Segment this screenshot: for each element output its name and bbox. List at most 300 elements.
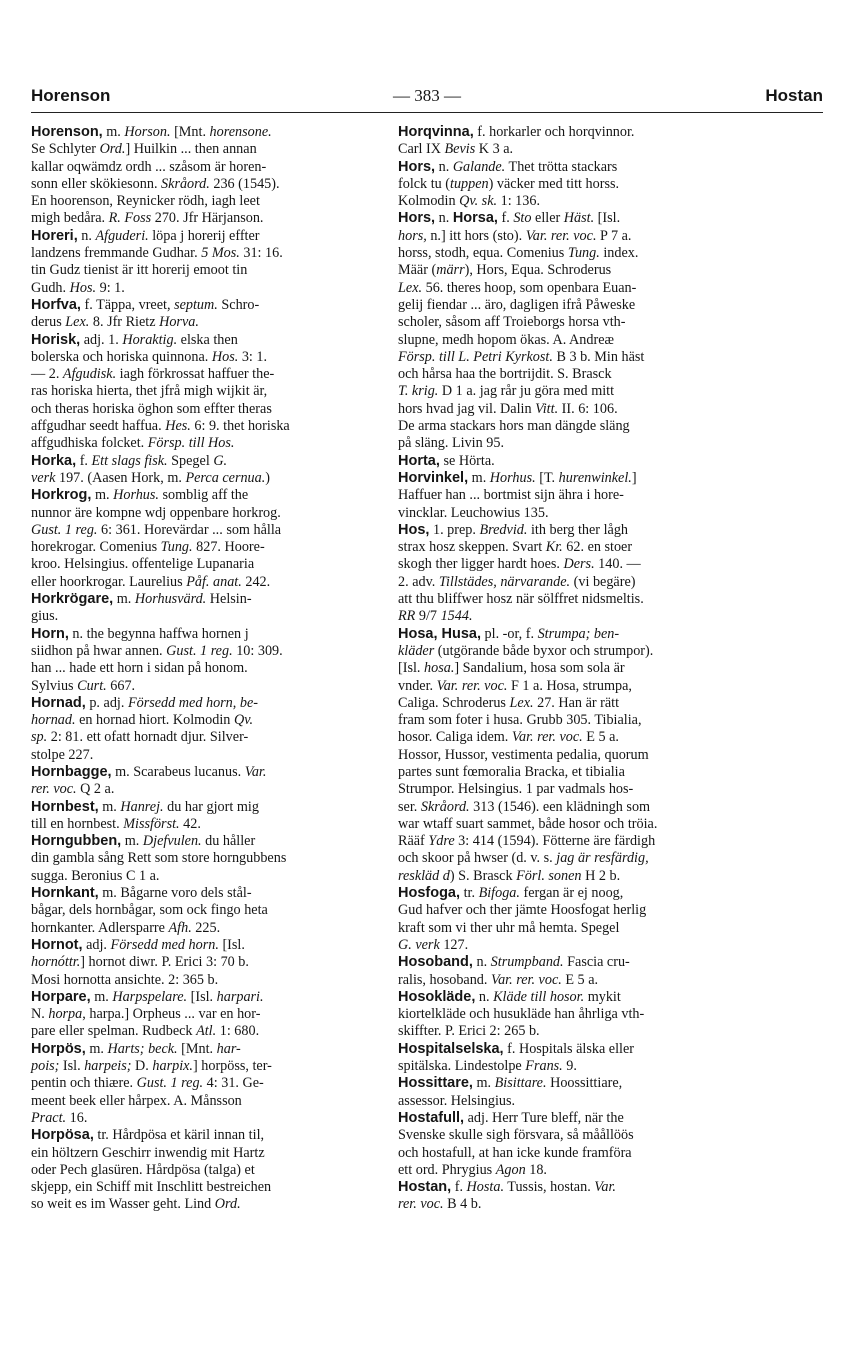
italic-text: Perca cernua.: [185, 469, 266, 486]
text: Gudh.: [31, 279, 70, 296]
text-line: [398, 626, 736, 643]
text: Sylvius: [31, 677, 78, 694]
text-line: [31, 401, 369, 418]
text: 6: 361. Horevärdar ... som hålla: [97, 521, 282, 538]
italic-text: Gust. 1 reg.: [31, 521, 98, 538]
text-line: [31, 747, 369, 764]
headword: Horvinkel,: [398, 469, 469, 486]
italic-text: Tung.: [567, 245, 600, 262]
text: Carl IX: [398, 141, 445, 158]
text-line: [398, 1110, 736, 1127]
text: 1: 680.: [216, 1023, 260, 1040]
text: affgudhiska folcket.: [31, 435, 148, 452]
italic-text: Ord.: [99, 141, 126, 158]
text: hornkanter. Adlersparre: [31, 919, 169, 936]
text: ), Hors, Equa. Schroderus: [464, 262, 612, 279]
text: kallar oqwämdz ordh ... szåsom är horen-: [31, 158, 267, 175]
text: bågar, dels hornbågar, som ock fingo heta: [31, 902, 268, 919]
text: skogh ther ligger hardt hoes.: [398, 556, 564, 573]
text: 27. Han är rätt: [533, 694, 620, 711]
text: tin Gudz tienist är itt horerij emoot tin: [31, 262, 248, 279]
text-line: [398, 435, 736, 452]
text: 827. Hoore-: [192, 539, 265, 556]
text: en hornad hiort. Kolmodin: [75, 712, 234, 729]
text-line: [398, 574, 736, 591]
text: p. adj.: [85, 694, 128, 711]
text-line: [31, 124, 369, 141]
italic-text: Harpspelare.: [112, 988, 188, 1005]
text-line: [31, 1196, 369, 1213]
text: Kolmodin: [398, 193, 460, 210]
text-line: [31, 159, 369, 176]
text: 225.: [191, 919, 221, 936]
text: fram som foter i husa. Grubb 305. Tibialia,: [398, 712, 642, 729]
text: Strumpor. Helsingius. 1 par vadmals hos-: [398, 781, 634, 798]
text-line: [31, 210, 369, 227]
text: [Mnt.: [170, 124, 210, 140]
italic-text: Bredvid.: [479, 521, 528, 538]
text-line: [398, 833, 736, 850]
text: E 5 a.: [561, 971, 599, 988]
text-line: [398, 453, 736, 470]
text: [Isl.: [187, 988, 217, 1005]
text: tr.: [460, 885, 479, 902]
text: N.: [31, 1006, 49, 1023]
text: Thet trötta stackars: [505, 158, 618, 175]
text: [T.: [535, 469, 559, 486]
italic-text: Ydre: [428, 833, 455, 850]
text: oder Pech glasüren. Hårdpösa (talga) et: [31, 1161, 255, 1178]
text: att thu bliffwer hosz när sölffret nidsmeltis.: [398, 591, 644, 608]
italic-text: Missförst.: [123, 815, 180, 832]
text: se Hörta.: [439, 452, 495, 469]
text: ) väcker med titt horss.: [488, 175, 620, 192]
text: ] hornot diwr. P. Erici 3: 70 b.: [80, 954, 249, 971]
text: kraft som vi ther uhr må hemta. Spegel: [398, 919, 620, 936]
text-line: [398, 712, 736, 729]
text: 9: 1.: [96, 279, 125, 296]
text-line: [31, 954, 369, 971]
text-line: [398, 989, 736, 1006]
italic-text: Horhusvärd.: [134, 591, 207, 608]
text: Helsin-: [206, 591, 252, 608]
text: du håller: [201, 833, 256, 850]
text: ] Huilkin ... then annan: [125, 141, 257, 158]
text-line: [31, 1110, 369, 1127]
headword: Hossittare,: [398, 1075, 473, 1092]
text: m.: [121, 833, 143, 850]
text: Rääf: [398, 833, 429, 850]
text-line: [31, 799, 369, 816]
text-line: [398, 505, 736, 522]
text: Se Schlyter: [31, 141, 100, 158]
text: B 3 b. Min häst: [552, 348, 645, 365]
headword: Horisk,: [31, 331, 81, 348]
text: skjepp, ein Schiff mit Inschlitt bestreichen: [31, 1179, 272, 1196]
text: [Isl.: [594, 210, 621, 227]
text: och theras horiska öghon som effter theras: [31, 400, 272, 417]
text: Haffuer han ... bortmist sijn ähra i hore-: [398, 487, 624, 504]
text-line: [398, 159, 736, 176]
text-line: [31, 1127, 369, 1144]
text-line: [31, 332, 369, 349]
headword: Hosoband,: [398, 954, 473, 971]
text: meent beek eller hårpex. A. Månsson: [31, 1092, 242, 1109]
text: Isl.: [59, 1058, 85, 1075]
text: 16.: [66, 1109, 88, 1126]
text-line: [398, 643, 736, 660]
text: K 3 a.: [475, 141, 514, 158]
text-line: [31, 885, 369, 902]
header-right-word: Hostan: [765, 86, 823, 105]
text: n.: [435, 210, 453, 227]
italic-text: Hosta.: [466, 1179, 504, 1196]
text-line: [398, 868, 736, 885]
headword: Horka,: [31, 452, 77, 469]
italic-text: Försedd med horn.: [110, 936, 219, 953]
text: vincklar. Leuchowius 135.: [398, 504, 549, 521]
text-line: [31, 902, 369, 919]
text: De arma stackars hors man dängde släng: [398, 418, 630, 435]
text: 10: 309.: [232, 642, 283, 659]
headword: Horfva,: [31, 296, 81, 313]
text-line: [31, 972, 369, 989]
text-line: [398, 799, 736, 816]
text: folck tu (: [398, 175, 451, 192]
italic-text: hosa.: [424, 660, 455, 677]
text: Tussis, hostan.: [504, 1179, 595, 1196]
text: somblig aff the: [158, 487, 249, 504]
italic-text: Hes.: [165, 418, 191, 435]
text-line: [398, 937, 736, 954]
text-line: [398, 366, 736, 383]
text: n.] itt hors (sto).: [426, 227, 526, 244]
text: f. Hospitals älska eller: [503, 1040, 634, 1057]
italic-text: Gust. 1 reg.: [136, 1075, 204, 1092]
text: ): [265, 469, 271, 486]
text: ] horpöss, ter-: [192, 1058, 272, 1075]
text-line: [398, 487, 736, 504]
text: 3: 414 (1594). Fötterne äre färdigh: [454, 833, 656, 850]
text: Svenske skulle sigh försvara, så måållöös: [398, 1127, 634, 1144]
text: n. the begynna haffwa hornen j: [68, 625, 249, 642]
italic-text: Häst.: [563, 210, 595, 227]
text-line: [398, 539, 736, 556]
text: nunnor äre kompne wdj oppenbare horkrog.: [31, 504, 281, 521]
header-left-word: Horenson: [31, 86, 111, 105]
text-line: [31, 228, 369, 245]
italic-text: rer. voc.: [398, 1196, 444, 1213]
text-line: [31, 176, 369, 193]
text: 197. (Aasen Hork, m.: [55, 469, 186, 486]
right-column: [398, 124, 736, 1214]
italic-text: Galande.: [452, 158, 506, 175]
text-line: [31, 660, 369, 677]
text-line: [31, 678, 369, 695]
text: n.: [435, 158, 453, 175]
italic-text: horpa: [48, 1006, 83, 1023]
text: ralis, hosoband.: [398, 971, 491, 988]
text-line: [31, 989, 369, 1006]
headword: Horta,: [398, 452, 440, 469]
italic-text: verk: [31, 469, 56, 486]
text-line: [31, 505, 369, 522]
italic-text: septum.: [174, 296, 218, 313]
text: Gud hafver och ther jämte Hoosfogat herlig: [398, 902, 647, 919]
text-line: [398, 262, 736, 279]
italic-text: Curt.: [77, 677, 107, 694]
italic-text: märr: [436, 262, 465, 279]
italic-text: T. krig.: [398, 383, 439, 400]
text: [Isl.: [218, 936, 245, 953]
italic-text: Qv. sk.: [459, 193, 498, 210]
text: siidhon på hwar annen.: [31, 642, 167, 659]
text: II. 6: 106.: [558, 400, 618, 417]
text-line: [398, 124, 736, 141]
text: strax hosz skeppen. Svart: [398, 539, 546, 556]
italic-text: Var.: [244, 763, 267, 780]
text: adj. Herr Ture bleff, när the: [464, 1109, 624, 1126]
text-line: [398, 297, 736, 314]
italic-text: sp.: [31, 729, 48, 746]
text-line: [398, 228, 736, 245]
text: på släng. Livin 95.: [398, 435, 504, 452]
headword: Horenson,: [31, 124, 103, 140]
headword: Hornkant,: [31, 885, 99, 902]
italic-text: Var. rer. voc.: [436, 677, 508, 694]
text-line: [31, 937, 369, 954]
headword: Hosa, Husa,: [398, 625, 481, 642]
text-line: [398, 522, 736, 539]
text-line: [398, 245, 736, 262]
text: m.: [90, 988, 113, 1005]
text-line: [398, 972, 736, 989]
text-line: [31, 1162, 369, 1179]
text: 127.: [439, 936, 469, 953]
text: 1: 136.: [497, 193, 541, 210]
italic-text: Pract.: [31, 1109, 67, 1126]
italic-text: Horva.: [159, 314, 199, 331]
text-line: [31, 141, 369, 158]
text: ein höltzern Geschirr inwendig mit Hartz: [31, 1144, 265, 1161]
text: sugga. Beronius C 1 a.: [31, 867, 160, 884]
text-line: [398, 678, 736, 695]
text: 1. prep.: [429, 521, 480, 538]
italic-text: Afgudisk.: [62, 366, 117, 383]
text: so weit es im Wasser geht. Lind: [31, 1196, 215, 1213]
italic-text: G. verk: [398, 936, 440, 953]
text: — 2.: [31, 366, 63, 383]
text: , harpa.] Orpheus ... var en hor-: [82, 1006, 261, 1023]
text-line: [31, 781, 369, 798]
text-line: [398, 332, 736, 349]
text-line: [31, 816, 369, 833]
headword: Horpösa,: [31, 1127, 94, 1144]
text: m.: [102, 124, 125, 140]
text-line: [398, 1058, 736, 1075]
text: ith berg ther lågh: [527, 521, 629, 538]
text-line: [398, 885, 736, 902]
text: (utgörande både byxor och strumpor).: [434, 642, 654, 659]
text: 18.: [525, 1161, 547, 1178]
text: pl. -or, f.: [481, 625, 538, 642]
text-line: [398, 1075, 736, 1092]
text: du har gjort mig: [163, 798, 259, 815]
text-line: [31, 539, 369, 556]
text: (vi begäre): [570, 573, 636, 590]
text-line: [31, 868, 369, 885]
italic-text: Var. rer. voc.: [525, 227, 597, 244]
text: 667.: [106, 677, 136, 694]
headword: Hostafull,: [398, 1109, 465, 1126]
text: Hoossittiare,: [546, 1075, 623, 1092]
text-line: [398, 314, 736, 331]
text: scholer, såsom aff Troieborgs horsa vth-: [398, 314, 626, 331]
text-line: [31, 1093, 369, 1110]
text: En hoorenson, Reynicker rödh, iagh leet: [31, 193, 260, 210]
text: m.: [113, 591, 135, 608]
text: vnder.: [398, 677, 437, 694]
text: gelij fiendar ... äro, dagligen ifrå Påweske: [398, 296, 636, 313]
text-line: [398, 764, 736, 781]
headword: Horqvinna,: [398, 124, 474, 140]
italic-text: Strumpa; ben-: [537, 625, 620, 642]
text: m. Scarabeus lucanus.: [111, 763, 245, 780]
headword: Hosfoga,: [398, 885, 461, 902]
text-line: [398, 141, 736, 158]
text: m.: [85, 1040, 108, 1057]
text: war wtaff suart sammet, både hosor och tröia.: [398, 815, 658, 832]
text: ett ord. Phrygius: [398, 1161, 496, 1178]
text: 270. Jfr Härjanson.: [151, 210, 264, 227]
italic-text: kläder: [398, 642, 435, 659]
text: 3: 1.: [238, 348, 268, 365]
italic-text: 5 Mos.: [201, 245, 240, 262]
headword: Horpare,: [31, 988, 91, 1005]
headword: Hospitalselska,: [398, 1040, 504, 1057]
text-line: [31, 522, 369, 539]
text: partes sunt fœmoralia Bracka, et tibialia: [398, 763, 625, 780]
text: ) S. Brasck: [449, 867, 517, 884]
text: eller: [531, 210, 564, 227]
text: löpa j horerij effter: [148, 227, 260, 244]
text: gius.: [31, 608, 59, 625]
text-line: [31, 1179, 369, 1196]
italic-text: Kr.: [545, 539, 563, 556]
text: och hårsa haa the bortrijdit. S. Brasck: [398, 366, 612, 383]
italic-text: Försp. till Hos.: [147, 435, 235, 452]
text-line: [31, 764, 369, 781]
italic-text: Horhus.: [113, 487, 159, 504]
text: och skoor på hwser (d. v. s.: [398, 850, 557, 867]
italic-text: Förl. sonen: [516, 867, 582, 884]
text: F 1 a. Hosa, strumpa,: [507, 677, 632, 694]
text-line: [31, 435, 369, 452]
text-line: [31, 574, 369, 591]
text: derus: [31, 314, 66, 331]
italic-text: R. Foss: [108, 210, 152, 227]
text: ] Sandalium, hosa som sola är: [454, 660, 625, 677]
headword: Horpös,: [31, 1040, 86, 1057]
headword: Horsa,: [452, 210, 498, 227]
text: han ... hade ett horn i sidan på honom.: [31, 660, 248, 677]
text: Spegel: [167, 452, 214, 469]
text: migh bedåra.: [31, 210, 109, 227]
text: index.: [599, 245, 639, 262]
text: assessor. Helsingius.: [398, 1092, 516, 1109]
text-line: [398, 1023, 736, 1040]
text: kiortelkläde och husukläde han åhrliga vth-: [398, 1006, 645, 1023]
italic-text: hornad.: [31, 712, 76, 729]
headword: Horkrog,: [31, 487, 92, 504]
text: Mosi hornotta ansichte. 2: 365 b.: [31, 971, 219, 988]
italic-text: horensone.: [209, 124, 272, 140]
headword: Hosokläde,: [398, 988, 476, 1005]
text-line: [31, 833, 369, 850]
headword: Hornad,: [31, 694, 86, 711]
text-line: [31, 591, 369, 608]
text-line: [398, 1196, 736, 1213]
text-line: [31, 556, 369, 573]
text: Määr (: [398, 262, 437, 279]
text: 2. adv.: [398, 573, 439, 590]
text-line: [398, 193, 736, 210]
italic-text: har-: [216, 1040, 241, 1057]
italic-text: Harts; beck.: [107, 1040, 178, 1057]
italic-text: hurenwinkel.: [558, 469, 632, 486]
text: och hostafull, at han icke kunde framföra: [398, 1144, 632, 1161]
italic-text: Hos.: [211, 348, 239, 365]
text-line: [398, 280, 736, 297]
text: 42.: [179, 815, 201, 832]
text: 313 (1546). een klädningh som: [469, 798, 651, 815]
text-line: [398, 695, 736, 712]
text: 9.: [562, 1058, 577, 1075]
italic-text: Ett slags fisk.: [91, 452, 168, 469]
italic-text: RR: [398, 608, 416, 625]
text: 31: 16.: [239, 245, 283, 262]
text: fergan är ej noog,: [519, 885, 624, 902]
text: 9/7: [415, 608, 441, 625]
italic-text: Ord.: [214, 1196, 241, 1213]
text: m.: [468, 469, 490, 486]
italic-text: tuppen: [450, 175, 489, 192]
text: hosor. Caliga idem.: [398, 729, 512, 746]
text-line: [398, 729, 736, 746]
text: E 5 a.: [582, 729, 619, 746]
text: adj.: [82, 936, 111, 953]
text-line: [31, 1075, 369, 1092]
text-line: [31, 193, 369, 210]
text: [Mnt.: [177, 1040, 217, 1057]
text: D.: [131, 1058, 153, 1075]
italic-text: Horson.: [124, 124, 171, 140]
headword: Horngubben,: [31, 833, 122, 850]
text-line: [398, 816, 736, 833]
text: Schro-: [217, 296, 260, 313]
italic-text: Bisittare.: [494, 1075, 547, 1092]
text-line: [31, 453, 369, 470]
text: B 4 b.: [443, 1196, 482, 1213]
text-line: [398, 1127, 736, 1144]
text-line: [31, 418, 369, 435]
text-line: [31, 470, 369, 487]
text: 2: 81. ett ofatt hornadt djur. Silver-: [47, 729, 249, 746]
italic-text: Försedd med horn, be-: [127, 694, 258, 711]
text-line: [31, 729, 369, 746]
text: din gambla sång Rett som store horngubbens: [31, 850, 287, 867]
text-line: [31, 262, 369, 279]
